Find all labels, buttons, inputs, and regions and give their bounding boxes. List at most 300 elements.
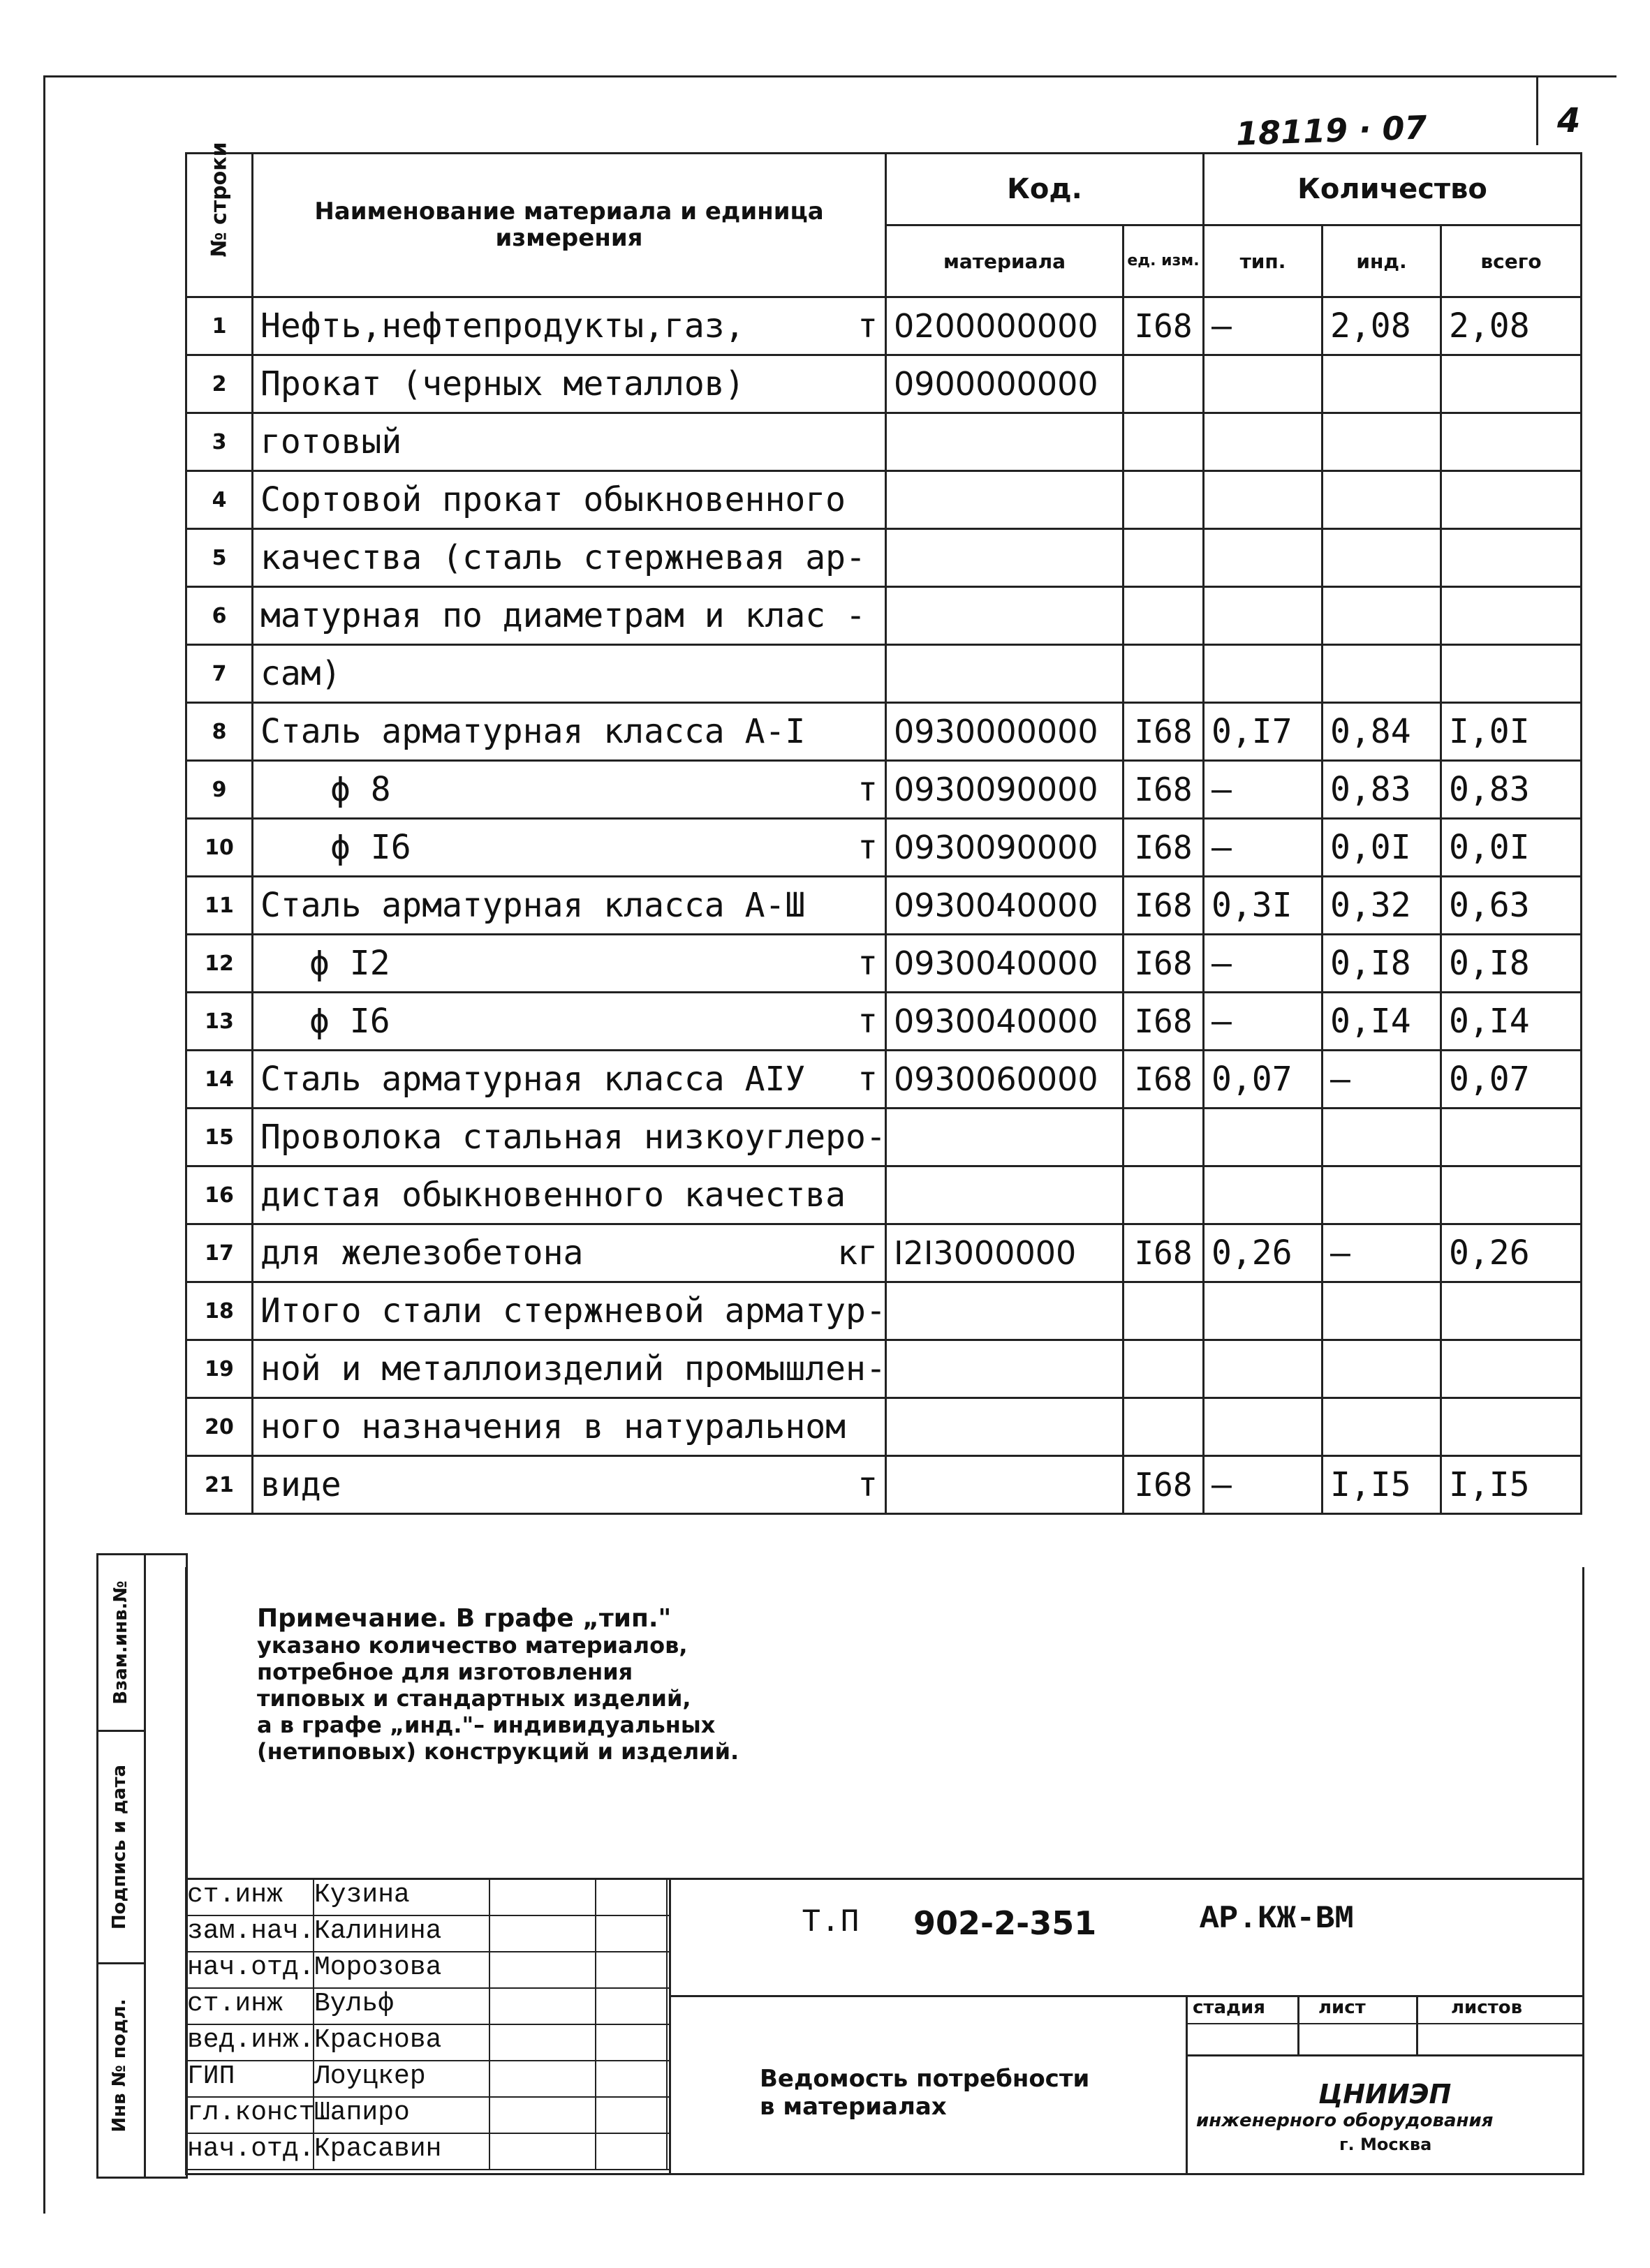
- stamp-project: 902-2-351: [913, 1904, 1097, 1942]
- qty-ind: 0,I8: [1323, 935, 1441, 993]
- note-line: (нетиповых) конструкций и изделий.: [257, 1738, 739, 1765]
- stamp-people: [187, 1880, 669, 2170]
- material-code: 0930090000: [886, 761, 1124, 819]
- material-name-line: [260, 1060, 878, 1099]
- side-label-podpis: Подпись и дата: [109, 1764, 130, 1930]
- stamp-person-row: [187, 2025, 669, 2061]
- material-name-line: [309, 944, 878, 983]
- material-name: [253, 645, 886, 703]
- material-name-text: Прокат (черных металлов): [260, 364, 745, 403]
- qty-typ-header: тип.: [1204, 225, 1323, 297]
- unit-code: [1124, 355, 1204, 413]
- table-row: [186, 1456, 1582, 1514]
- stamp-role: ГИП: [187, 2061, 314, 2096]
- stamp-surname: Красавин: [314, 2134, 490, 2169]
- materials-table: [185, 142, 1582, 1515]
- qty-ind: [1323, 529, 1441, 587]
- stamp-date: [596, 2134, 668, 2169]
- stamp-sheet: лист: [1318, 1997, 1366, 2018]
- qty-typ: [1204, 1109, 1323, 1166]
- material-code: 0930040000: [886, 877, 1124, 935]
- material-name-line: [260, 1233, 878, 1273]
- material-unit-symbol: т: [857, 770, 878, 809]
- unit-code: I68: [1124, 935, 1204, 993]
- stamp-date: [596, 1880, 668, 1915]
- material-name: [253, 1282, 886, 1340]
- material-code: 0930040000: [886, 935, 1124, 993]
- table-row: [186, 645, 1582, 703]
- material-code: [886, 413, 1124, 471]
- qty-ind: [1323, 1340, 1441, 1398]
- material-name-text: ϕ I6: [309, 1002, 390, 1041]
- material-name-text: сам): [260, 654, 341, 693]
- unit-code: I68: [1124, 1051, 1204, 1109]
- qty-total: [1441, 645, 1582, 703]
- material-code: 0930040000: [886, 993, 1124, 1051]
- material-name-text: ϕ I2: [309, 944, 390, 983]
- unit-code: [1124, 1166, 1204, 1224]
- name-header-text: Наименование материала и единица измерения: [314, 198, 824, 252]
- material-name-text: Сталь арматурная класса А-Ш: [260, 886, 806, 925]
- qty-typ: –: [1204, 1456, 1323, 1514]
- unit-code: [1124, 645, 1204, 703]
- row-number: 6: [186, 587, 253, 645]
- qty-ind: –: [1323, 1224, 1441, 1282]
- stamp-vline: [669, 1880, 671, 2173]
- qty-typ: [1204, 645, 1323, 703]
- stamp-date: [596, 1952, 668, 1987]
- material-name: [253, 413, 886, 471]
- qty-total: 0,63: [1441, 877, 1582, 935]
- stamp-signature: [490, 2025, 596, 2060]
- stamp-role: вед.инж.: [187, 2025, 314, 2060]
- row-number: 5: [186, 529, 253, 587]
- qty-total: 0,26: [1441, 1224, 1582, 1282]
- unit-code: [1124, 471, 1204, 529]
- note-line: типовых и стандартных изделий,: [257, 1685, 691, 1712]
- stamp-surname: Шапиро: [314, 2098, 490, 2133]
- table-body: [186, 297, 1582, 1514]
- row-number: 12: [186, 935, 253, 993]
- qty-ind: [1323, 471, 1441, 529]
- qty-typ: [1204, 529, 1323, 587]
- table-row: [186, 471, 1582, 529]
- stamp-person-row: [187, 1916, 669, 1952]
- material-code: 0200000000: [886, 297, 1124, 355]
- material-name-line: [309, 1002, 878, 1041]
- material-unit-symbol: т: [857, 1002, 878, 1041]
- qty-ind: 0,0I: [1323, 819, 1441, 877]
- material-name: [253, 993, 886, 1051]
- stamp-signature: [490, 1989, 596, 2024]
- stamp-role: нач.отд.: [187, 2134, 314, 2169]
- material-name: [253, 529, 886, 587]
- unit-code: I68: [1124, 1456, 1204, 1514]
- notes-box: [185, 1567, 1584, 1881]
- row-number: 21: [186, 1456, 253, 1514]
- side-cell-inv: [98, 1964, 144, 2174]
- qty-typ: [1204, 355, 1323, 413]
- unit-code: [1124, 587, 1204, 645]
- qty-ind: [1323, 1398, 1441, 1456]
- material-name-line: [260, 886, 878, 925]
- stamp-date: [596, 1916, 668, 1951]
- material-name-line: [260, 596, 878, 635]
- material-name-text: ного назначения в натуральном: [260, 1407, 846, 1446]
- material-code: [886, 587, 1124, 645]
- title-block: [185, 1878, 1584, 2175]
- qty-total: 2,08: [1441, 297, 1582, 355]
- stamp-signature: [490, 1952, 596, 1987]
- table-row: [186, 1282, 1582, 1340]
- row-number: 7: [186, 645, 253, 703]
- material-name: [253, 587, 886, 645]
- material-code: I2I3000000: [886, 1224, 1124, 1282]
- table-row: [186, 297, 1582, 355]
- unit-code: I68: [1124, 1224, 1204, 1282]
- qty-total: I,0I: [1441, 703, 1582, 761]
- qty-typ: 0,3I: [1204, 877, 1323, 935]
- stamp-tp: Т.П: [802, 1904, 860, 1941]
- stamp-person-row: [187, 2134, 669, 2170]
- material-code: 0930060000: [886, 1051, 1124, 1109]
- table-row: [186, 1109, 1582, 1166]
- table-row: [186, 761, 1582, 819]
- side-label-inv: Инв № подл.: [109, 1999, 130, 2133]
- qty-ind: I,I5: [1323, 1456, 1441, 1514]
- qty-total: [1441, 1340, 1582, 1398]
- table-row: [186, 1051, 1582, 1109]
- header-row-1: [186, 154, 1582, 225]
- qty-group-header: Количество: [1204, 154, 1582, 225]
- material-name: [253, 1340, 886, 1398]
- rownum-header-cell: [186, 142, 253, 297]
- qty-total: [1441, 1398, 1582, 1456]
- note-text: [257, 1606, 739, 1765]
- material-name: [253, 1166, 886, 1224]
- row-number: 16: [186, 1166, 253, 1224]
- row-number: 19: [186, 1340, 253, 1398]
- stamp-person-row: [187, 1952, 669, 1989]
- stamp-person-row: [187, 1989, 669, 2025]
- qty-ind: [1323, 413, 1441, 471]
- stamp-vline-4: [1416, 1995, 1418, 2054]
- row-number: 8: [186, 703, 253, 761]
- stamp-surname: Морозова: [314, 1952, 490, 1987]
- stamp-date: [596, 2061, 668, 2096]
- material-name-line: [260, 1407, 878, 1446]
- material-code: [886, 1340, 1124, 1398]
- qty-total: [1441, 1282, 1582, 1340]
- qty-typ: [1204, 471, 1323, 529]
- material-code: 0900000000: [886, 355, 1124, 413]
- unit-code: [1124, 1340, 1204, 1398]
- unit-code: [1124, 1109, 1204, 1166]
- qty-typ: –: [1204, 761, 1323, 819]
- stamp-date: [596, 2025, 668, 2060]
- page-number: 4: [1557, 101, 1581, 140]
- stamp-signature: [490, 2061, 596, 2096]
- material-name-line: [260, 1118, 886, 1157]
- qty-total: 0,I8: [1441, 935, 1582, 993]
- row-number: 11: [186, 877, 253, 935]
- row-number: 20: [186, 1398, 253, 1456]
- row-number: 13: [186, 993, 253, 1051]
- material-name-text: Нефть,нефтепродукты,газ,: [260, 306, 745, 346]
- stamp-stage: стадия: [1193, 1997, 1265, 2018]
- qty-typ: [1204, 587, 1323, 645]
- rownum-header: № строки: [207, 142, 232, 258]
- material-unit-symbol: т: [857, 1465, 878, 1504]
- row-number: 18: [186, 1282, 253, 1340]
- material-name-line: [260, 712, 878, 751]
- qty-total: [1441, 1109, 1582, 1166]
- qty-typ: 0,26: [1204, 1224, 1323, 1282]
- material-name: [253, 1051, 886, 1109]
- note-line: а в графе „инд."– индивидуальных: [257, 1712, 716, 1738]
- material-name-text: виде: [260, 1465, 341, 1504]
- material-name: [253, 761, 886, 819]
- material-name-line: [260, 422, 878, 461]
- stamp-title-2: в материалах: [760, 2093, 947, 2121]
- material-name-text: ϕ 8: [330, 770, 391, 809]
- table-row: [186, 703, 1582, 761]
- material-code: [886, 471, 1124, 529]
- row-number: 10: [186, 819, 253, 877]
- stamp-hline-2: [1186, 2054, 1582, 2056]
- material-name: [253, 1224, 886, 1282]
- material-unit-symbol: т: [857, 306, 878, 346]
- stamp-org-line2: инженерного оборудования: [1196, 2110, 1494, 2131]
- qty-ind: [1323, 587, 1441, 645]
- material-code: [886, 1456, 1124, 1514]
- unit-code: I68: [1124, 819, 1204, 877]
- qty-ind: 0,32: [1323, 877, 1441, 935]
- material-name-text: для железобетона: [260, 1233, 584, 1273]
- unit-code: [1124, 529, 1204, 587]
- stamp-hline: [669, 1995, 1582, 1997]
- stamp-signature: [490, 1916, 596, 1951]
- material-code: [886, 1166, 1124, 1224]
- material-name-line: [260, 1349, 886, 1388]
- material-name-text: Сортовой прокат обыкновенного: [260, 480, 846, 519]
- table-row: [186, 587, 1582, 645]
- material-name: [253, 877, 886, 935]
- material-name-text: готовый: [260, 422, 402, 461]
- material-name-text: Сталь арматурная класса АIУ: [260, 1060, 806, 1099]
- qty-total-header: всего: [1441, 225, 1582, 297]
- stamp-surname: Вульф: [314, 1989, 490, 2024]
- qty-ind: 2,08: [1323, 297, 1441, 355]
- material-name-line: [260, 480, 878, 519]
- material-name-text: ϕ I6: [330, 828, 411, 867]
- stamp-person-row: [187, 2098, 669, 2134]
- side-cell-podpis: [98, 1732, 144, 1964]
- table-row: [186, 529, 1582, 587]
- stamp-surname: Калинина: [314, 1916, 490, 1951]
- side-cell-vzam: [98, 1555, 144, 1732]
- material-name-line: [330, 828, 878, 867]
- stamp-doc-code: АР.КЖ-ВМ: [1200, 1901, 1354, 1937]
- qty-typ: [1204, 1166, 1323, 1224]
- material-code: 0930090000: [886, 819, 1124, 877]
- qty-ind: [1323, 645, 1441, 703]
- table-row: [186, 1224, 1582, 1282]
- row-number: 1: [186, 297, 253, 355]
- qty-ind-header: инд.: [1323, 225, 1441, 297]
- qty-total: I,I5: [1441, 1456, 1582, 1514]
- stamp-vline-3: [1297, 1995, 1299, 2054]
- qty-total: [1441, 1166, 1582, 1224]
- unit-code: I68: [1124, 877, 1204, 935]
- unit-code: I68: [1124, 703, 1204, 761]
- stamp-date: [596, 1989, 668, 2024]
- unit-code: [1124, 413, 1204, 471]
- unit-code: I68: [1124, 761, 1204, 819]
- table-row: [186, 413, 1582, 471]
- material-code: [886, 1282, 1124, 1340]
- qty-ind: 0,I4: [1323, 993, 1441, 1051]
- material-code: [886, 1398, 1124, 1456]
- material-code: 0930000000: [886, 703, 1124, 761]
- stamp-city: г. Москва: [1339, 2135, 1432, 2154]
- row-number: 2: [186, 355, 253, 413]
- stamp-signature: [490, 2134, 596, 2169]
- material-name-text: Сталь арматурная класса А-I: [260, 712, 806, 751]
- qty-ind: [1323, 1166, 1441, 1224]
- material-name-line: [260, 364, 878, 403]
- material-unit-symbol: т: [857, 944, 878, 983]
- material-name-line: [260, 1465, 878, 1504]
- qty-typ: –: [1204, 297, 1323, 355]
- material-name-line: [260, 1176, 878, 1215]
- material-name-text: матурная по диаметрам и клас -: [260, 596, 866, 635]
- table-row: [186, 877, 1582, 935]
- qty-total: 0,I4: [1441, 993, 1582, 1051]
- table-row: [186, 1166, 1582, 1224]
- table-row: [186, 935, 1582, 993]
- table-row: [186, 993, 1582, 1051]
- qty-typ: 0,I7: [1204, 703, 1323, 761]
- stamp-person-row: [187, 2061, 669, 2098]
- side-strip-divider: [144, 1555, 146, 2177]
- qty-total: [1441, 413, 1582, 471]
- stamp-surname: Кузина: [314, 1880, 490, 1915]
- row-number: 3: [186, 413, 253, 471]
- row-number: 14: [186, 1051, 253, 1109]
- material-name: [253, 1456, 886, 1514]
- qty-typ: [1204, 1282, 1323, 1340]
- code-unit-header: ед. изм.: [1124, 225, 1204, 297]
- table-row: [186, 1340, 1582, 1398]
- material-name-text: Проволока стальная низкоуглеро-: [260, 1118, 886, 1157]
- stamp-date: [596, 2098, 668, 2133]
- stamp-surname: Краснова: [314, 2025, 490, 2060]
- qty-total: [1441, 529, 1582, 587]
- stamp-role: ст.инж: [187, 1989, 314, 2024]
- code-group-header: Код.: [886, 154, 1204, 225]
- qty-ind: –: [1323, 1051, 1441, 1109]
- qty-total: [1441, 587, 1582, 645]
- stamp-role: зам.нач.: [187, 1916, 314, 1951]
- qty-ind: [1323, 355, 1441, 413]
- table-row: [186, 819, 1582, 877]
- material-name-line: [260, 306, 878, 346]
- material-name-line: [260, 538, 878, 577]
- material-name: [253, 297, 886, 355]
- qty-total: 0,07: [1441, 1051, 1582, 1109]
- unit-code: [1124, 1282, 1204, 1340]
- doc-number: 18119 · 07: [1235, 108, 1428, 153]
- qty-typ: –: [1204, 993, 1323, 1051]
- code-material-header: материала: [886, 225, 1124, 297]
- qty-typ: 0,07: [1204, 1051, 1323, 1109]
- unit-code: I68: [1124, 297, 1204, 355]
- table-row: [186, 1398, 1582, 1456]
- qty-ind: [1323, 1282, 1441, 1340]
- material-code: [886, 645, 1124, 703]
- stamp-org: ЦНИИЭП: [1318, 2079, 1452, 2110]
- material-unit-symbol: т: [857, 828, 878, 867]
- stamp-role: нач.отд.: [187, 1952, 314, 1987]
- row-number: 15: [186, 1109, 253, 1166]
- stamp-person-row: [187, 1880, 669, 1916]
- table-row: [186, 355, 1582, 413]
- note-line: потребное для изготовления: [257, 1659, 633, 1685]
- side-label-vzam: Взам.инв.№: [110, 1580, 131, 1705]
- row-number: 4: [186, 471, 253, 529]
- stamp-role: гл.конст.: [187, 2098, 314, 2133]
- qty-total: 0,83: [1441, 761, 1582, 819]
- material-name: [253, 1398, 886, 1456]
- row-number: 17: [186, 1224, 253, 1282]
- qty-total: 0,0I: [1441, 819, 1582, 877]
- stamp-sheets: листов: [1451, 1997, 1523, 2018]
- qty-total: [1441, 471, 1582, 529]
- material-name: [253, 355, 886, 413]
- qty-total: [1441, 355, 1582, 413]
- qty-ind: [1323, 1109, 1441, 1166]
- stamp-people-list: [187, 1880, 669, 2170]
- qty-typ: [1204, 1398, 1323, 1456]
- row-number: 9: [186, 761, 253, 819]
- material-code: [886, 529, 1124, 587]
- qty-typ: [1204, 413, 1323, 471]
- side-strip: [96, 1553, 188, 2179]
- material-name-text: ной и металлоизделий промышлен-: [260, 1349, 886, 1388]
- material-name-text: качества (сталь стержневая ар-: [260, 538, 866, 577]
- material-name: [253, 703, 886, 761]
- material-unit-symbol: т: [857, 1060, 878, 1099]
- qty-typ: [1204, 1340, 1323, 1398]
- material-unit-symbol: кг: [837, 1233, 878, 1273]
- qty-typ: –: [1204, 819, 1323, 877]
- material-name: [253, 935, 886, 993]
- unit-code: I68: [1124, 993, 1204, 1051]
- stamp-surname: Лоуцкер: [314, 2061, 490, 2096]
- stamp-role: ст.инж: [187, 1880, 314, 1915]
- material-name-line: [260, 1291, 886, 1331]
- stamp-signature: [490, 2098, 596, 2133]
- material-name-text: дистая обыкновенного качества: [260, 1176, 846, 1215]
- material-code: [886, 1109, 1124, 1166]
- material-name-line: [330, 770, 878, 809]
- stamp-hline-3: [1186, 2023, 1582, 2024]
- stamp-signature: [490, 1880, 596, 1915]
- material-name: [253, 819, 886, 877]
- note-line: Примечание. В графе „тип.": [257, 1604, 672, 1633]
- qty-ind: 0,84: [1323, 703, 1441, 761]
